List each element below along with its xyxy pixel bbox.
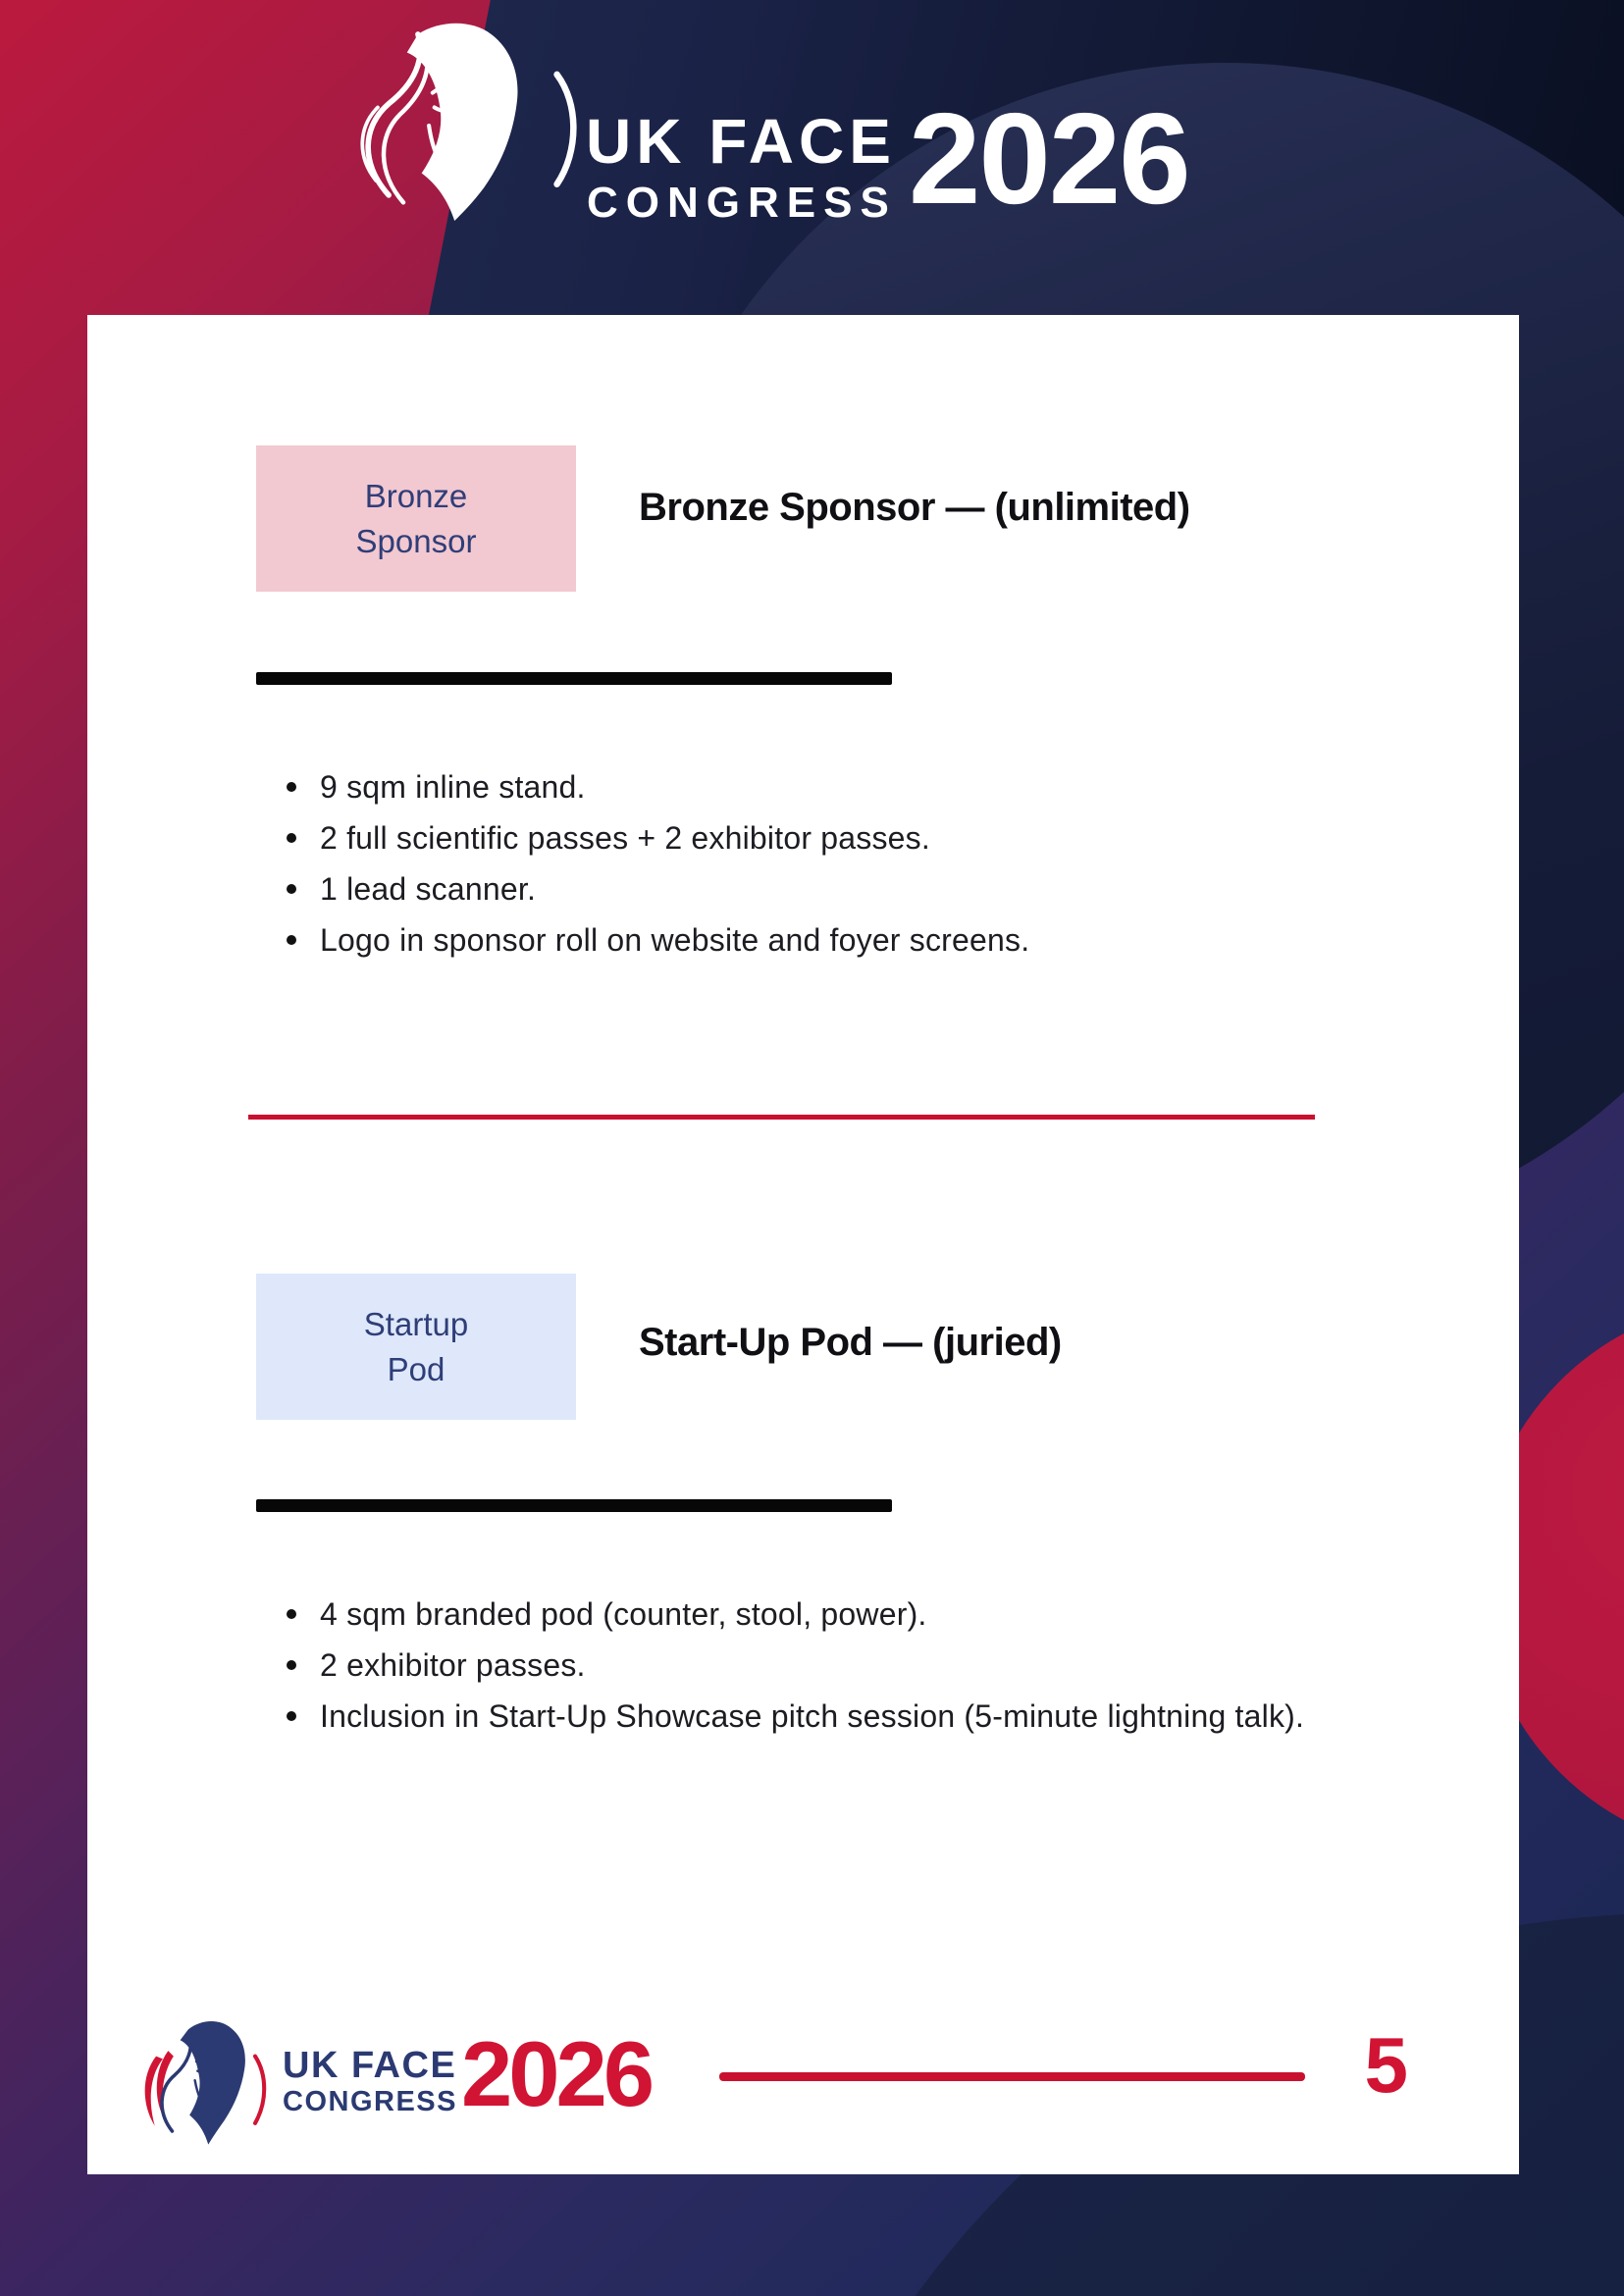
brand-wordmark-line1: UK FACE [586,106,896,177]
page-number: 5 [1364,2021,1408,2109]
footer-brand-year: 2026 [461,2022,652,2125]
woman-face-logo-icon [329,20,613,221]
footer-brand-line1: UK FACE [283,2045,457,2086]
badge-label-line1: Startup [363,1305,469,1342]
startup-pod-badge [256,1274,576,1420]
content-card [87,315,1519,2174]
list-item: Logo in sponsor roll on website and foyer screens. [287,914,1425,965]
list-item: 2 full scientific passes + 2 exhibitor passes. [287,812,1425,863]
hair-shape [181,2021,245,2145]
badge-label-line1: Bronze [364,477,468,514]
startup-benefit-list [287,1589,1425,1742]
list-item: 2 exhibitor passes. [287,1640,1425,1691]
section-rule-black [256,1499,892,1512]
brand-wordmark-line2: CONGRESS [587,179,897,227]
list-item: 4 sqm branded pod (counter, stool, power). [287,1589,1425,1640]
bronze-sponsor-badge [256,445,576,592]
badge-label-line2: Pod [387,1350,445,1387]
bronze-section-heading: Bronze Sponsor — (unlimited) [639,486,1190,529]
list-item: 1 lead scanner. [287,863,1425,914]
paren-arc [255,2057,264,2123]
woman-face-logo-icon [137,2013,285,2161]
footer-rule-red [719,2072,1305,2081]
footer-brand-line2: CONGRESS [283,2086,457,2117]
badge-label-line2: Sponsor [355,522,477,559]
list-item: Inclusion in Start-Up Showcase pitch session (5-minute lightning talk). [287,1691,1311,1742]
list-item: 9 sqm inline stand. [287,761,1425,812]
startup-section-heading: Start-Up Pod — (juried) [639,1321,1062,1364]
section-rule-black [256,672,892,685]
paren-arc [557,75,574,184]
bronze-benefit-list [287,761,1425,965]
hair-shape [407,24,518,221]
section-divider-red [248,1115,1315,1120]
brand-year: 2026 [909,86,1189,231]
